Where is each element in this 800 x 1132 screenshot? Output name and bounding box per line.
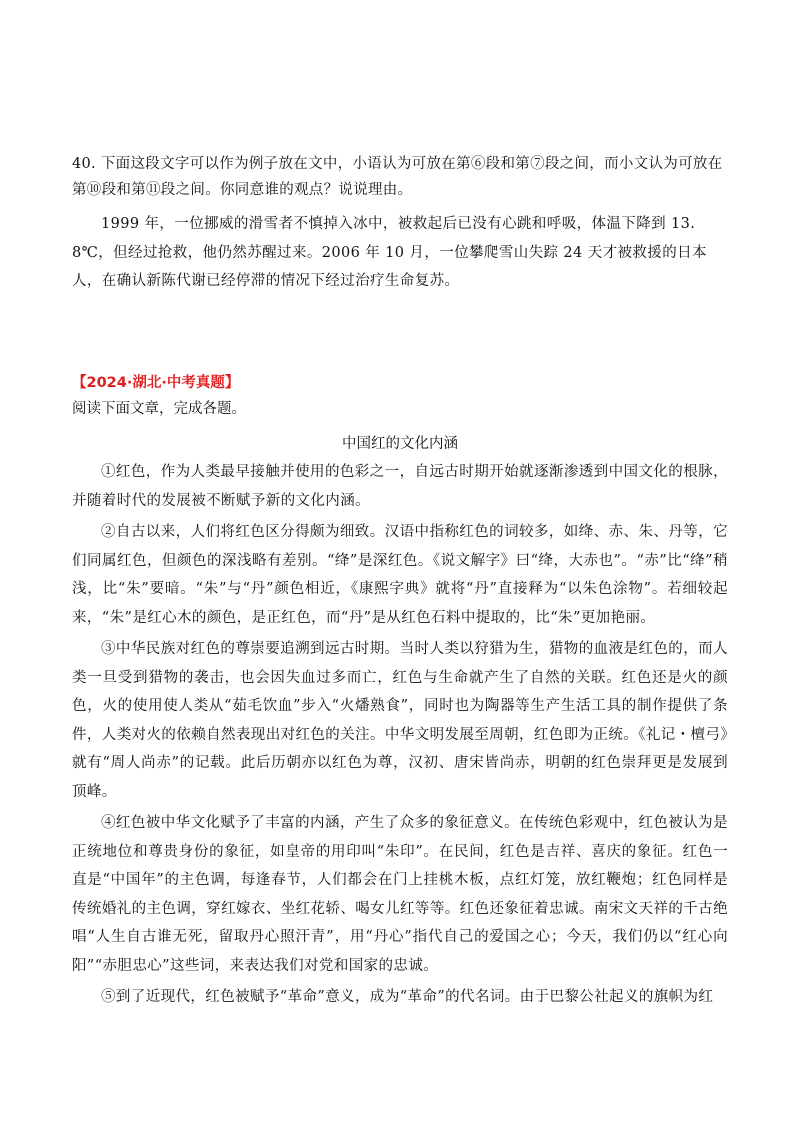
article-paragraph-3: ③中华民族对红色的尊崇要追溯到远古时期。当时人类以狩猎为生，猎物的血液是红色的，而人类一旦受到猎物的袭击，也会因失血过多而亡，红色与生命就产生了自然的关联。红色还是火的颜色，火的使用使人类从“茹毛饮血”步入“火燔熟食”，同时也为陶器等生产生活工具的制作提供了条件，人类对火的依赖自然表现出对红色的关注。中华文明发展至周朝，红色即为正统。《礼记・檀弓》就有“周人尚赤”的记载。此后历朝亦以红色为尊，汉初、唐宋皆尚赤，明朝的红色崇拜更是发展到顶峰。 — [72, 641, 728, 800]
article-title: 中国红的文化内涵 — [342, 436, 458, 452]
question-text: 40. 下面这段文字可以作为例子放在文中，小语认为可放在第⑥段和第⑦段之间，而小文认为可放在第⑩段和第⑪段之间。你同意谁的观点？说说理由。 — [72, 156, 723, 198]
example-passage: 1999 年，一位挪威的滑雪者不慎掉入冰中，被救起后已没有心跳和呼吸，体温下降到 13. 8℃，但经过抢救，他仍然苏醒过来。2006 年 10 月，一位攀爬雪山失踪 24 天才被救援的日本人，在确认新陈代谢已经停滞的情况下经过治疗生命复苏。 — [72, 216, 707, 289]
reading-instruction: 阅读下面文章，完成各题。 — [72, 401, 246, 417]
article-paragraph-4: ④红色被中华文化赋予了丰富的内涵，产生了众多的象征意义。在传统色彩观中，红色被认为是正统地位和尊贵身份的象征，如皇帝的用印叫“朱印”。在民间，红色是吉祥、喜庆的象征。红色一直是“中国年”的主色调，每逢春节，人们都会在门上挂桃木板，点红灯笼，放红鞭炮；红色同样是传统婚礼的主色调，穿红嫁衣、坐红花轿、喝女儿红等等。红色还象征着忠诚。南宋文天祥的千古绝唱“人生自古谁无死，留取丹心照汗青”，用“丹心”指代自己的爱国之心；今天，我们仍以“红心向阳”“赤胆忠心”这些词，来表达我们对党和国家的忠诚。 — [72, 815, 728, 974]
article-body — [72, 458, 728, 1015]
question-block — [72, 151, 732, 296]
article-paragraph-2: ②自古以来，人们将红色区分得颇为细致。汉语中指称红色的词较多，如绛、赤、朱、丹等，它们同属红色，但颜色的深浅略有差别。“绛”是深红色。《说文解字》曰“绛，大赤也”。“赤”比“绛”稍浅，比“朱”要暗。“朱”与“丹”颜色相近，《康熙字典》就将“丹”直接释为“以朱色涂物”。若细较起来，“朱”是红心木的颜色，是正红色，而“丹”是从红色石料中提取的，比“朱”更加艳丽。 — [72, 524, 728, 626]
article-paragraph-5: ⑤到了近现代，红色被赋予“革命”意义，成为“革命”的代名词。由于巴黎公社起义的旗帜为红 — [101, 989, 714, 1005]
source-tag: 【2024·湖北·中考真题】 — [72, 375, 240, 391]
article-paragraph-1: ①红色，作为人类最早接触并使用的色彩之一，自远古时期开始就逐渐渗透到中国文化的根脉，并随着时代的发展被不断赋予新的文化内涵。 — [72, 464, 728, 509]
